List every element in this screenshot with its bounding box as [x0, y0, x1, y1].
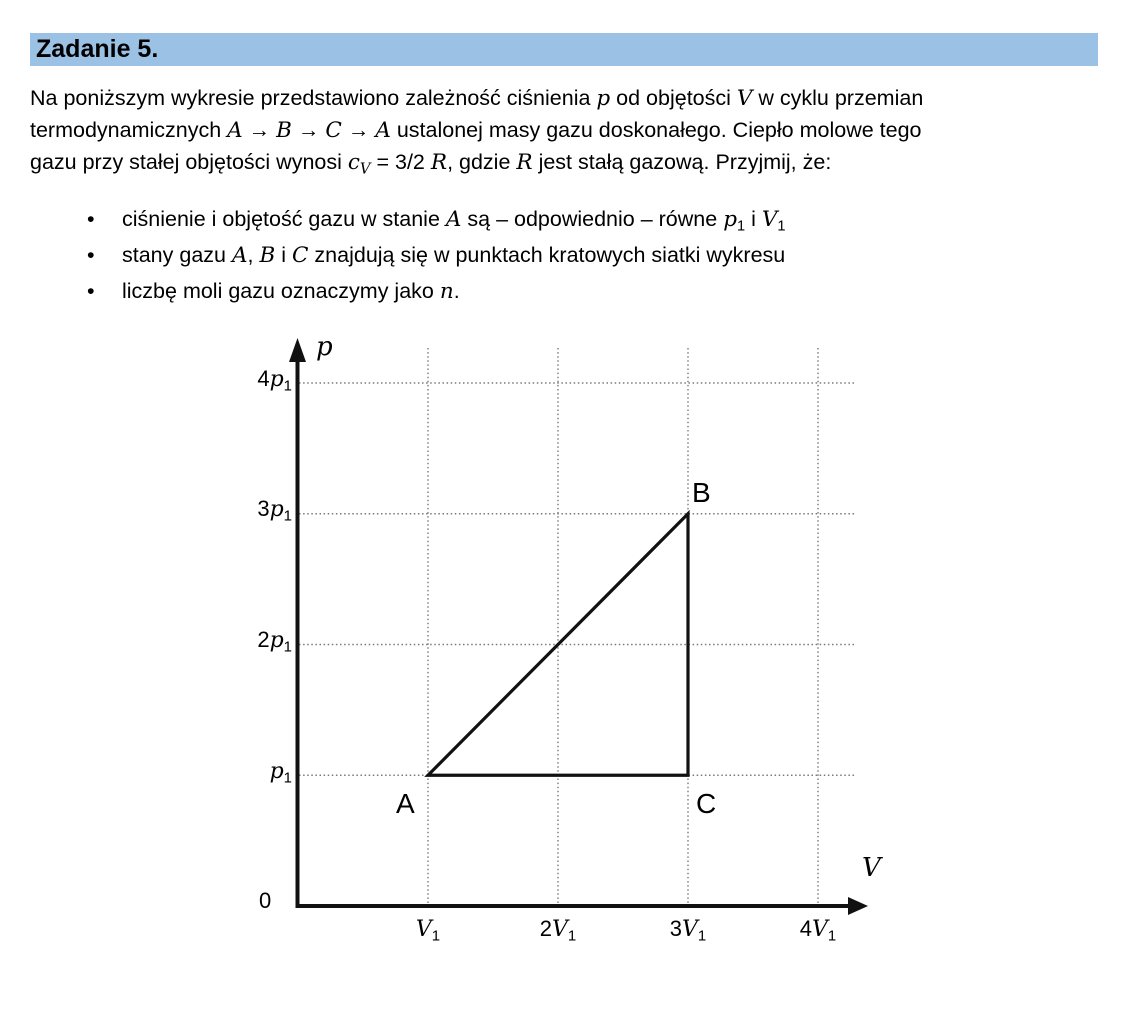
text-segment: p	[316, 332, 333, 362]
bullet-item	[30, 243, 785, 268]
intro-line	[30, 118, 922, 143]
text-segment: C	[292, 243, 309, 268]
text-segment: V	[761, 207, 778, 232]
text-segment: 1	[431, 927, 441, 945]
bullet-text	[122, 243, 785, 267]
origin-label: 0	[259, 888, 272, 913]
text-segment: V	[552, 917, 568, 942]
text-segment: p	[596, 86, 611, 111]
grid-vertical-lines	[428, 348, 818, 905]
x-axis-arrowhead	[848, 897, 868, 915]
text-segment: B	[259, 243, 276, 268]
text-segment: 1	[283, 507, 292, 525]
y-tick-p1	[212, 758, 292, 786]
text-segment: V	[812, 917, 828, 942]
text-segment: →	[291, 118, 326, 142]
state-point-label-A: A	[396, 788, 415, 819]
state-point-label-B: B	[692, 477, 711, 508]
text-segment: 1	[827, 927, 837, 945]
text-segment: A	[375, 118, 391, 143]
x-axis-label	[862, 852, 881, 883]
text-segment: w cyklu przemian	[752, 86, 924, 110]
x-tick-v1	[383, 916, 473, 944]
bullet-text	[122, 279, 460, 303]
text-segment: jest stałą gazową. Przyjmij, że:	[532, 150, 832, 174]
text-segment: 3	[669, 916, 683, 941]
x-tick-2v1	[513, 916, 603, 944]
text-segment: liczbę moli gazu oznaczymy jako	[122, 279, 440, 303]
text-segment: A	[231, 243, 248, 268]
x-tick-4v1	[773, 916, 863, 944]
bullet-item	[30, 207, 786, 234]
text-segment: p	[269, 367, 284, 392]
text-segment: ,	[247, 243, 260, 267]
bullet-marker: •	[87, 207, 95, 231]
text-segment: →	[242, 118, 277, 142]
state-point-label-C: C	[696, 788, 717, 819]
intro-line	[30, 150, 831, 177]
text-segment: są – odpowiednio – równe	[461, 207, 724, 231]
text-segment: →	[341, 118, 376, 142]
grid-horizontal-lines	[299, 383, 856, 775]
text-segment: C	[325, 118, 342, 143]
text-segment: V	[415, 917, 432, 942]
text-segment: .	[453, 279, 460, 303]
text-segment: V	[862, 853, 881, 883]
y-axis-label	[316, 331, 333, 362]
text-segment: Na poniższym wykresie przedstawiono zależność ciśnienia	[30, 86, 597, 110]
text-segment: 1	[736, 218, 746, 235]
text-segment: 4	[799, 916, 813, 941]
text-segment: 1	[697, 927, 707, 945]
intro-line	[30, 86, 923, 111]
text-segment: termodynamicznych	[30, 118, 228, 142]
bullet-marker: •	[87, 279, 95, 303]
text-segment: 2	[257, 627, 270, 652]
text-segment: c	[347, 150, 360, 175]
text-segment: = 3/2	[370, 150, 431, 174]
bullet-item	[30, 279, 460, 304]
text-segment: 1	[777, 218, 786, 235]
y-tick-4p1	[212, 366, 292, 394]
y-tick-3p1	[212, 496, 292, 524]
text-segment: 4	[257, 366, 270, 391]
text-segment: gazu przy stałej objętości wynosi	[30, 150, 348, 174]
text-segment: 1	[283, 377, 292, 395]
x-tick-3v1	[643, 916, 733, 944]
text-segment: V	[682, 917, 698, 942]
task-header-bar	[30, 33, 1098, 66]
text-segment: 1	[283, 638, 292, 656]
y-tick-2p1	[212, 627, 292, 655]
text-segment: p	[269, 759, 284, 784]
text-segment: 1	[567, 927, 577, 945]
text-segment: ciśnienie i objętość gazu w stanie	[122, 207, 446, 231]
text-segment: od objętości	[610, 86, 737, 110]
text-segment: 1	[283, 769, 292, 787]
bullet-text	[122, 207, 786, 235]
text-segment: znajdują się w punktach kratowych siatki wykresu	[308, 243, 786, 267]
text-segment: R	[516, 150, 533, 175]
text-segment: R	[430, 150, 448, 175]
text-segment: p	[269, 497, 284, 522]
text-segment: 3	[257, 496, 270, 521]
text-segment: B	[276, 118, 292, 143]
task-title: Zadanie 5.	[36, 35, 159, 63]
text-segment: V	[359, 160, 371, 178]
cycle-triangle	[428, 514, 688, 776]
text-segment: A	[227, 118, 243, 143]
text-segment: i	[745, 207, 762, 231]
y-axis-arrowhead	[289, 338, 306, 362]
text-segment: ustalonej masy gazu doskonałego. Ciepło molowe tego	[390, 118, 922, 142]
text-segment: p	[269, 628, 284, 653]
text-segment: V	[736, 86, 753, 111]
text-segment: 2	[539, 916, 553, 941]
text-segment: i	[275, 243, 292, 267]
text-segment: p	[723, 207, 737, 232]
text-segment: stany gazu	[122, 243, 232, 267]
text-segment: n	[439, 279, 454, 304]
bullet-marker: •	[87, 243, 95, 267]
text-segment: , gdzie	[447, 150, 517, 174]
text-segment: A	[445, 207, 462, 232]
